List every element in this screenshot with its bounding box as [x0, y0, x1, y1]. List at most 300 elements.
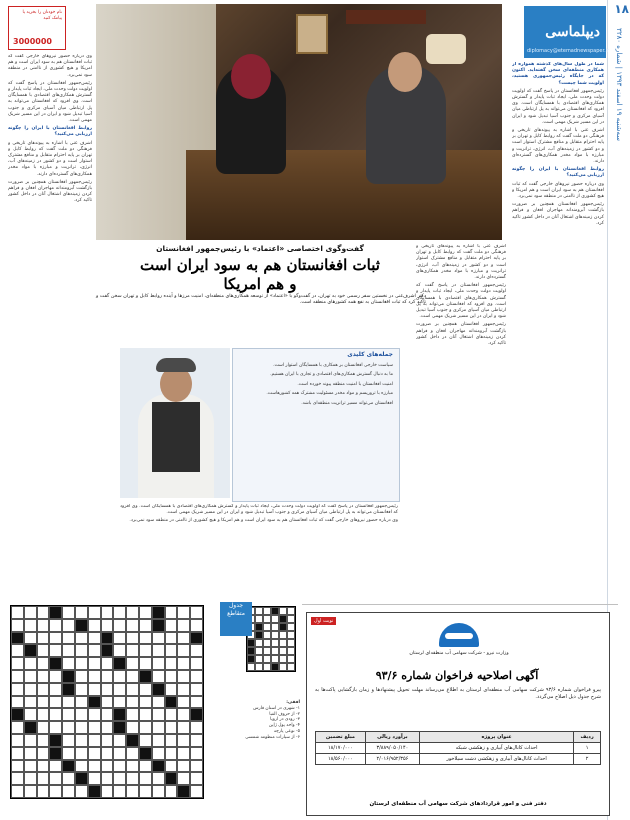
crossword-cell[interactable]: [62, 619, 75, 632]
crossword-cell[interactable]: [49, 772, 62, 785]
crossword-cell[interactable]: [139, 606, 152, 619]
crossword-cell[interactable]: [279, 655, 287, 663]
crossword-cell[interactable]: [263, 647, 271, 655]
crossword-cell[interactable]: [37, 657, 50, 670]
crossword-block: [62, 760, 75, 773]
crossword-cell[interactable]: [190, 606, 203, 619]
crossword-cell[interactable]: [11, 772, 24, 785]
crossword-cell[interactable]: [62, 644, 75, 657]
crossword-cell[interactable]: [88, 747, 101, 760]
key-quotes-title: جمله‌های کلیدی: [347, 351, 393, 358]
crossword-cell[interactable]: [24, 619, 37, 632]
body-column-bottom: [120, 504, 398, 596]
crossword-cell[interactable]: [177, 708, 190, 721]
crossword-block: [88, 696, 101, 709]
crossword-cell[interactable]: [37, 619, 50, 632]
crossword-cell[interactable]: [139, 683, 152, 696]
table-cell: ۱۸/۱۷۰/۰۰۰: [316, 743, 366, 754]
crossword-cell[interactable]: [126, 772, 139, 785]
crossword-cell[interactable]: [126, 606, 139, 619]
crossword-cell[interactable]: [247, 663, 255, 671]
crossword-cell[interactable]: [113, 760, 126, 773]
crossword-cell[interactable]: [152, 644, 165, 657]
crossword-cell[interactable]: [152, 785, 165, 798]
crossword-block: [152, 683, 165, 696]
crossword-cell[interactable]: [139, 708, 152, 721]
body-paragraph-left-2: رئیس‌جمهور افغانستان در پاسخ گفت که اولویت دولت وحدت ملی، ایجاد ثبات پایدار و گسترش همکاری‌های اقتصادی با همسایگان است. وی افزود که افغانستان می‌تواند به پل ارتباطی میان آسیای مرکزی و جنوب آسیا تبدیل شود و ایران در این مسیر شریک مهمی است.: [8, 80, 92, 124]
crossword-cell[interactable]: [62, 785, 75, 798]
crossword-cell[interactable]: [24, 670, 37, 683]
crossword-cell[interactable]: [88, 606, 101, 619]
crossword-cell[interactable]: [177, 721, 190, 734]
crossword-cell[interactable]: [165, 657, 178, 670]
crossword-cell[interactable]: [37, 644, 50, 657]
crossword-grid[interactable]: [10, 605, 204, 799]
crossword-cell[interactable]: [139, 772, 152, 785]
crossword-cell[interactable]: [62, 606, 75, 619]
sms-ad-text: نام خودتان را بخرید یا پیامک کنید: [22, 10, 62, 21]
body-paragraph-2b: رئیس‌جمهور افغانستان در پاسخ گفت که اولویت دولت وحدت ملی، ایجاد ثبات پایدار و گسترش همکاری‌های اقتصادی با همسایگان است. وی افزود که افغانستان می‌تواند به پل ارتباطی میان آسیای مرکزی و جنوب آسیا تبدیل شود و ایران در این مسیر شریک مهمی است.: [416, 283, 506, 320]
body-paragraph-1b: اشرف غنی با اشاره به پیوندهای تاریخی و فرهنگی دو ملت گفت که روابط کابل و تهران بر پایه احترام متقابل و منافع مشترک استوار است و دو کشور در زمینه‌های آب، انرژی، ترانزیت و مبارزه با مواد مخدر همکاری‌های گسترده‌ای دارند.: [416, 244, 506, 281]
crossword-cell[interactable]: [113, 785, 126, 798]
crossword-cell[interactable]: [165, 785, 178, 798]
crossword-cell[interactable]: [126, 785, 139, 798]
crossword-cell[interactable]: [279, 631, 287, 639]
page-number: ۱۸: [614, 2, 629, 16]
crossword-block: [75, 619, 88, 632]
crossword-cell[interactable]: [139, 619, 152, 632]
crossword-cell[interactable]: [11, 644, 24, 657]
crossword-cell[interactable]: [126, 760, 139, 773]
crossword-cell[interactable]: [165, 683, 178, 696]
crossword-cell[interactable]: [88, 721, 101, 734]
crossword-cell[interactable]: [24, 683, 37, 696]
crossword-cell[interactable]: [255, 655, 263, 663]
crossword-cell[interactable]: [37, 696, 50, 709]
question-left: روابط افغانستان با ایران را چگونه ارزیابی می‌کنید؟: [8, 126, 92, 138]
crossword-cell[interactable]: [88, 657, 101, 670]
crossword-cell[interactable]: [113, 747, 126, 760]
crossword-block: [152, 619, 165, 632]
crossword-cell[interactable]: [11, 785, 24, 798]
crossword-cell[interactable]: [113, 670, 126, 683]
crossword-cell[interactable]: [75, 708, 88, 721]
crossword-cell[interactable]: [263, 607, 271, 615]
crossword-cell[interactable]: [139, 721, 152, 734]
crossword-cell[interactable]: [11, 657, 24, 670]
crossword-cell[interactable]: [75, 644, 88, 657]
crossword-cell[interactable]: [75, 760, 88, 773]
crossword-cell[interactable]: [49, 683, 62, 696]
clue: ۳- رودی در اروپا: [270, 717, 300, 723]
crossword-cell[interactable]: [88, 772, 101, 785]
crossword-cell[interactable]: [263, 631, 271, 639]
crossword-cell[interactable]: [287, 647, 295, 655]
body-paragraph-left-3: اشرف غنی با اشاره به پیوندهای تاریخی و فرهنگی دو ملت گفت که روابط کابل و تهران بر پایه احترام متقابل و منافع مشترک استوار است و دو کشور در زمینه‌های آب، انرژی، ترانزیت و مبارزه با مواد مخدر همکاری‌های گسترده‌ای دارند.: [8, 140, 92, 177]
crossword-cell[interactable]: [88, 683, 101, 696]
crossword-cell[interactable]: [255, 639, 263, 647]
crossword-block: [62, 683, 75, 696]
crossword-cell[interactable]: [113, 696, 126, 709]
crossword-cell[interactable]: [139, 760, 152, 773]
crossword-cell[interactable]: [11, 683, 24, 696]
crossword-cell[interactable]: [75, 657, 88, 670]
crossword-block: [11, 708, 24, 721]
crossword-cell[interactable]: [88, 708, 101, 721]
table-row: [316, 754, 601, 765]
table-cell: ۱۸/۵۶۰/۰۰۰: [316, 754, 366, 765]
crossword-block: [62, 670, 75, 683]
crossword-cell[interactable]: [271, 615, 279, 623]
crossword-cell[interactable]: [165, 708, 178, 721]
crossword-cell[interactable]: [126, 644, 139, 657]
crossword-cell[interactable]: [11, 721, 24, 734]
crossword-block: [49, 657, 62, 670]
crossword-cell[interactable]: [75, 785, 88, 798]
crossword-cell[interactable]: [49, 721, 62, 734]
crossword-block: [271, 663, 279, 671]
crossword-cell[interactable]: [24, 747, 37, 760]
crossword-cell[interactable]: [101, 721, 114, 734]
crossword-cell[interactable]: [24, 632, 37, 645]
crossword-block: [177, 785, 190, 798]
crossword-cell[interactable]: [101, 785, 114, 798]
crossword-cell[interactable]: [152, 734, 165, 747]
table-cell: ۲: [574, 754, 601, 765]
crossword-cell[interactable]: [24, 696, 37, 709]
crossword-cell[interactable]: [37, 683, 50, 696]
crossword-cell[interactable]: [37, 760, 50, 773]
crossword-cell[interactable]: [190, 683, 203, 696]
table-cell: ۲/۰۱۶/۹۵۲/۳۵۶: [365, 754, 419, 765]
crossword-cell[interactable]: [62, 708, 75, 721]
crossword-cell[interactable]: [287, 655, 295, 663]
crossword-cell[interactable]: [126, 708, 139, 721]
question-2: روابط افغانستان با ایران را چگونه ارزیابی می‌کنید؟: [512, 167, 604, 179]
crossword-cell[interactable]: [75, 721, 88, 734]
crossword-cell[interactable]: [190, 657, 203, 670]
crossword-cell[interactable]: [88, 760, 101, 773]
crossword-cell[interactable]: [152, 721, 165, 734]
crossword-cell[interactable]: [113, 644, 126, 657]
crossword-cell[interactable]: [126, 657, 139, 670]
crossword-cell[interactable]: [177, 683, 190, 696]
crossword-cell[interactable]: [271, 631, 279, 639]
crossword-cell[interactable]: [101, 696, 114, 709]
crossword-cell[interactable]: [165, 721, 178, 734]
crossword-cell[interactable]: [263, 655, 271, 663]
crossword-cell[interactable]: [101, 734, 114, 747]
crossword-cell[interactable]: [271, 639, 279, 647]
crossword-block: [271, 607, 279, 615]
crossword-block: [101, 644, 114, 657]
clues-label: افقی:: [286, 700, 300, 705]
crossword-cell[interactable]: [126, 696, 139, 709]
crossword-cell[interactable]: [101, 708, 114, 721]
crossword-cell[interactable]: [101, 747, 114, 760]
crossword-cell[interactable]: [263, 639, 271, 647]
crossword-cell[interactable]: [37, 670, 50, 683]
article-headline: [100, 256, 420, 294]
crossword-cell[interactable]: [287, 623, 295, 631]
crossword-cell[interactable]: [165, 632, 178, 645]
crossword-cell[interactable]: [37, 747, 50, 760]
table-header: برآورد ریالی: [365, 732, 419, 743]
crossword-cell[interactable]: [24, 657, 37, 670]
crossword-cell[interactable]: [101, 683, 114, 696]
body-column-left: [8, 54, 92, 600]
crossword-cell[interactable]: [88, 734, 101, 747]
crossword-cell[interactable]: [88, 644, 101, 657]
crossword-cell[interactable]: [49, 708, 62, 721]
crossword-cell[interactable]: [24, 760, 37, 773]
crossword-cell[interactable]: [88, 670, 101, 683]
notice-table: [315, 731, 601, 765]
crossword-cell[interactable]: [24, 772, 37, 785]
crossword-block: [49, 734, 62, 747]
crossword-cell[interactable]: [113, 632, 126, 645]
tender-notice: [306, 612, 610, 816]
crossword-cell[interactable]: [255, 647, 263, 655]
crossword-cell[interactable]: [75, 606, 88, 619]
mini-crossword-grid[interactable]: [246, 606, 296, 672]
crossword-cell[interactable]: [37, 721, 50, 734]
crossword-cell[interactable]: [165, 606, 178, 619]
crossword-block: [247, 639, 255, 647]
crossword-cell[interactable]: [24, 785, 37, 798]
crossword-cell[interactable]: [126, 619, 139, 632]
notice-body: پیرو فراخوان شماره ۹۳/۶ شرکت سهامی آب منطقه‌ای لرستان به اطلاع می‌رساند مهلت تحویل پیشنهادها و زمان بازگشایی پاکت‌ها به شرح جدول ذیل اصلاح می‌گردد.: [315, 687, 601, 700]
crossword-cell[interactable]: [279, 639, 287, 647]
crossword-cell[interactable]: [62, 657, 75, 670]
crossword-cell[interactable]: [75, 632, 88, 645]
crossword-cell[interactable]: [177, 747, 190, 760]
crossword-cell[interactable]: [152, 747, 165, 760]
notice-title: آگهی اصلاحیه فراخوان شماره ۹۳/۶: [375, 669, 539, 682]
crossword-cell[interactable]: [177, 644, 190, 657]
clue: ۵- نوعی پارچه: [273, 728, 300, 734]
crossword-cell[interactable]: [75, 683, 88, 696]
crossword-cell[interactable]: [152, 670, 165, 683]
crossword-cell[interactable]: [255, 615, 263, 623]
crossword-cell[interactable]: [287, 615, 295, 623]
crossword-cell[interactable]: [37, 785, 50, 798]
crossword-cell[interactable]: [37, 708, 50, 721]
crossword-cell[interactable]: [190, 760, 203, 773]
crossword-cell[interactable]: [139, 734, 152, 747]
crossword-cell[interactable]: [24, 734, 37, 747]
crossword-cell[interactable]: [113, 772, 126, 785]
crossword-cell[interactable]: [165, 747, 178, 760]
sms-ad: [8, 6, 66, 50]
crossword-cell[interactable]: [24, 606, 37, 619]
crossword-cell[interactable]: [255, 607, 263, 615]
crossword-cell[interactable]: [152, 696, 165, 709]
crossword-cell[interactable]: [263, 663, 271, 671]
crossword-cell[interactable]: [101, 772, 114, 785]
crossword-cell[interactable]: [139, 632, 152, 645]
crossword-cell[interactable]: [11, 670, 24, 683]
crossword-cell[interactable]: [177, 760, 190, 773]
crossword-cell[interactable]: [190, 670, 203, 683]
crossword-cell[interactable]: [101, 657, 114, 670]
crossword-block: [165, 772, 178, 785]
crossword-cell[interactable]: [177, 657, 190, 670]
crossword-cell[interactable]: [11, 606, 24, 619]
crossword-cell[interactable]: [287, 631, 295, 639]
clue: ۴- واحد پول ژاپن: [268, 723, 300, 729]
crossword-block: [49, 606, 62, 619]
table-header: مبلغ تضمین: [316, 732, 366, 743]
crossword-cell[interactable]: [190, 747, 203, 760]
table-header: ردیف: [574, 732, 601, 743]
crossword-cell[interactable]: [126, 683, 139, 696]
crossword-cell[interactable]: [177, 632, 190, 645]
crossword-cell[interactable]: [11, 734, 24, 747]
crossword-cell[interactable]: [75, 734, 88, 747]
body-paragraph-left-4: رئیس‌جمهور افغانستان همچنین بر ضرورت بازگشت آبرومندانه مهاجران افغان و فراهم کردن زمینه‌های اشتغال آنان در داخل کشور تاکید کرد.: [8, 179, 92, 204]
crossword-cell[interactable]: [88, 632, 101, 645]
crossword-cell[interactable]: [11, 696, 24, 709]
crossword-cell[interactable]: [263, 623, 271, 631]
crossword-block: [152, 606, 165, 619]
crossword-cell[interactable]: [37, 734, 50, 747]
crossword-cell[interactable]: [190, 644, 203, 657]
crossword-cell[interactable]: [126, 670, 139, 683]
crossword-cell[interactable]: [62, 772, 75, 785]
crossword-cell[interactable]: [113, 683, 126, 696]
crossword-cell[interactable]: [177, 696, 190, 709]
crossword-cell[interactable]: [139, 644, 152, 657]
crossword-block: [88, 785, 101, 798]
crossword-cell[interactable]: [139, 657, 152, 670]
crossword-cell[interactable]: [62, 632, 75, 645]
crossword-clues: [200, 700, 300, 741]
crossword-cell[interactable]: [152, 632, 165, 645]
crossword-block: [101, 632, 114, 645]
crossword-cell[interactable]: [101, 619, 114, 632]
crossword-cell[interactable]: [139, 785, 152, 798]
table-cell: احداث کانال‌های آبیاری و زهکشی دشت سیلاخور: [419, 754, 573, 765]
crossword-cell[interactable]: [152, 708, 165, 721]
crossword-cell[interactable]: [287, 639, 295, 647]
key-quote: سیاست خارجی افغانستان بر همکاری با همسایگان استوار است.: [273, 363, 393, 368]
crossword-cell[interactable]: [88, 619, 101, 632]
crossword-cell[interactable]: [139, 696, 152, 709]
crossword-cell[interactable]: [75, 670, 88, 683]
crossword-cell[interactable]: [49, 670, 62, 683]
crossword-cell[interactable]: [113, 734, 126, 747]
crossword-cell[interactable]: [165, 619, 178, 632]
crossword-cell[interactable]: [271, 623, 279, 631]
crossword-cell[interactable]: [287, 607, 295, 615]
crossword-block: [279, 623, 287, 631]
crossword-cell[interactable]: [152, 657, 165, 670]
notice-footer: دفتر فنی و امور قراردادهای شرکت سهامی آب منطقه‌ای لرستان: [369, 801, 547, 807]
crossword-cell[interactable]: [49, 696, 62, 709]
crossword-cell[interactable]: [62, 721, 75, 734]
crossword-cell[interactable]: [177, 670, 190, 683]
clue: ۱- شهری در استان فارس: [253, 705, 300, 711]
crossword-cell[interactable]: [49, 785, 62, 798]
notice-org: وزارت نیرو - شرکت سهامی آب منطقه‌ای لرستان: [409, 651, 509, 656]
crossword-cell[interactable]: [11, 619, 24, 632]
crossword-block: [24, 644, 37, 657]
crossword-cell[interactable]: [49, 760, 62, 773]
crossword-block: [255, 631, 263, 639]
crossword-block: [165, 696, 178, 709]
crossword-cell[interactable]: [165, 760, 178, 773]
crossword-cell[interactable]: [126, 632, 139, 645]
question-1: شما در طول سال‌های گذشته همواره از همکاری منطقه‌ای سخن گفته‌اید. اکنون که در جایگاه رئیس‌جمهوری هستید، اولویت شما چیست؟: [512, 62, 604, 86]
crossword-cell[interactable]: [37, 632, 50, 645]
crossword-cell[interactable]: [255, 663, 263, 671]
crossword-cell[interactable]: [113, 606, 126, 619]
crossword-cell[interactable]: [271, 655, 279, 663]
crossword-cell[interactable]: [49, 632, 62, 645]
issue-info: سه‌شنبه ۱۹ اسفند ۱۳۹۳ | شماره ۳۲۸۰: [615, 28, 623, 142]
crossword-block: [247, 647, 255, 655]
crossword-cell[interactable]: [263, 615, 271, 623]
crossword-cell[interactable]: [279, 607, 287, 615]
crossword-cell[interactable]: [62, 747, 75, 760]
crossword-cell[interactable]: [49, 619, 62, 632]
crossword-cell[interactable]: [190, 619, 203, 632]
crossword-cell[interactable]: [190, 772, 203, 785]
crossword-cell[interactable]: [101, 760, 114, 773]
crossword-cell[interactable]: [126, 747, 139, 760]
crossword-cell[interactable]: [190, 785, 203, 798]
crossword-cell[interactable]: [62, 696, 75, 709]
crossword-cell[interactable]: [24, 708, 37, 721]
crossword-cell[interactable]: [75, 696, 88, 709]
clue: ۶- از سیارات منظومه شمسی: [245, 734, 300, 740]
crossword-cell[interactable]: [271, 647, 279, 655]
crossword-cell[interactable]: [49, 644, 62, 657]
crossword-cell[interactable]: [11, 747, 24, 760]
crossword-cell[interactable]: [279, 663, 287, 671]
crossword-cell[interactable]: [177, 734, 190, 747]
crossword-cell[interactable]: [165, 734, 178, 747]
crossword-cell[interactable]: [126, 721, 139, 734]
table-cell: احداث کانال‌های آبیاری و زهکشی شبکه: [419, 743, 573, 754]
crossword-cell[interactable]: [177, 606, 190, 619]
crossword-block: [152, 760, 165, 773]
crossword-cell[interactable]: [101, 670, 114, 683]
crossword-cell[interactable]: [165, 670, 178, 683]
crossword-cell[interactable]: [101, 606, 114, 619]
key-quotes-list: [239, 363, 393, 410]
crossword-cell[interactable]: [177, 619, 190, 632]
ghani-portrait: [120, 348, 230, 498]
crossword-cell[interactable]: [11, 760, 24, 773]
crossword-cell[interactable]: [37, 772, 50, 785]
crossword-cell[interactable]: [152, 772, 165, 785]
crossword-cell[interactable]: [62, 734, 75, 747]
crossword-cell[interactable]: [113, 619, 126, 632]
section-email[interactable]: diplomacy@etemadnewspaper.ir: [527, 48, 610, 54]
crossword-cell[interactable]: [37, 606, 50, 619]
crossword-cell[interactable]: [165, 644, 178, 657]
crossword-cell[interactable]: [177, 772, 190, 785]
article-lede: دکتر اشرف‌غنی در نخستین سفر رسمی خود به تهران، در گفت‌وگو با «اعتماد» از توسعه همکاری‌های منطقه‌ای، امنیت مرزها و آینده روابط کابل و تهران سخن گفت و تاکید کرد که ثبات افغانستان به نفع همه کشورهای منطقه است.: [96, 294, 426, 306]
crossword-cell[interactable]: [75, 747, 88, 760]
crossword-cell[interactable]: [287, 663, 295, 671]
article-kicker: گفت‌وگوی اختصاصی «اعتماد» با رئیس‌جمهور افغانستان: [156, 244, 364, 253]
crossword-block: [126, 734, 139, 747]
body-paragraph-1: رئیس‌جمهور افغانستان در پاسخ گفت که اولویت دولت وحدت ملی، ایجاد ثبات پایدار و گسترش همکاری‌های اقتصادی با همسایگان است. وی افزود که افغانستان می‌تواند به پل ارتباطی میان آسیای مرکزی و جنوب آسیا تبدیل شود و ایران در این مسیر شریک مهمی است.: [512, 88, 604, 125]
crossword-cell[interactable]: [279, 647, 287, 655]
